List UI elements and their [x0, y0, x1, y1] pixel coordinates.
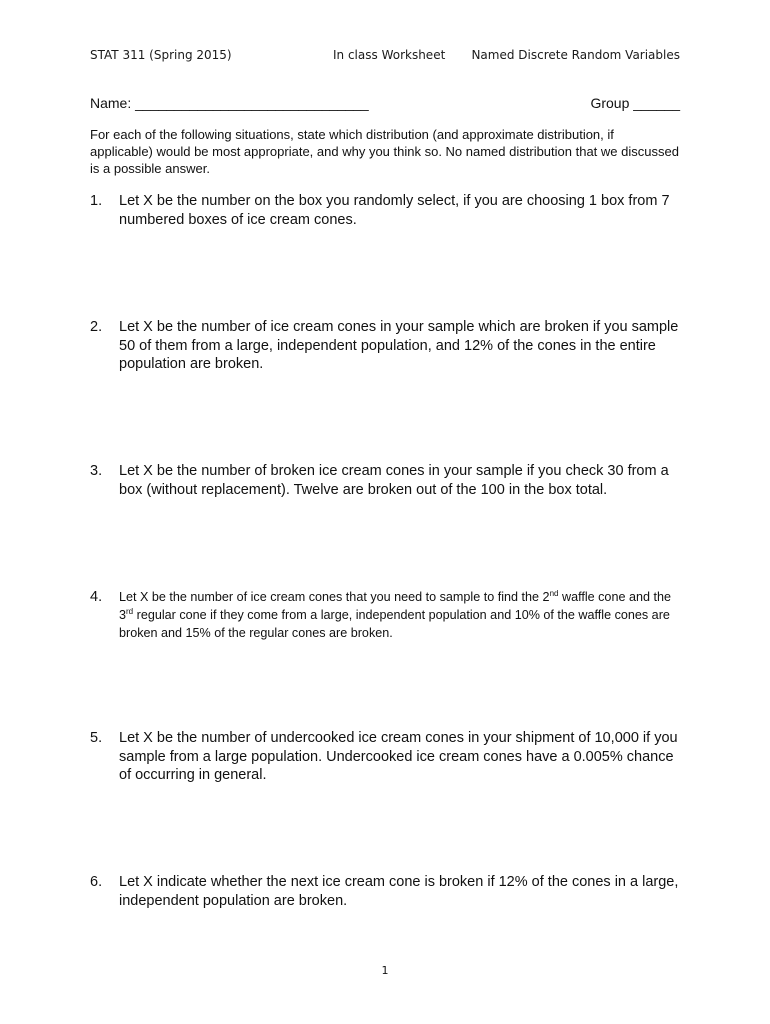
- page-number: 1: [381, 964, 389, 977]
- group-field: Group ______: [590, 95, 680, 111]
- question-text: Let X be the number of ice cream cones in your sample which are broken if you sample 50 of them from a large, independent population, and 12% of the cones in the entire population are broken.: [119, 319, 679, 372]
- question-number: 1.: [90, 193, 103, 209]
- question-3: [90, 462, 682, 499]
- question-number: 5.: [90, 730, 103, 746]
- name-field: Name: ______________________________: [90, 95, 369, 111]
- header-title: In class Worksheet: [333, 48, 446, 62]
- question-text-part-3: regular cone if they come from a large, independent population and 10% of the waffle cones are broken and 15% of the regular cones are broken.: [119, 608, 670, 640]
- superscript-rd: rd: [126, 606, 134, 616]
- question-text: Let X be the number of broken ice cream cones in your sample if you check 30 from a box (without replacement). Twelve are broken out of the 100 in the box total.: [119, 463, 669, 498]
- question-4: [90, 588, 682, 642]
- question-text: Let X be the number on the box you randomly select, if you are choosing 1 box from 7 numbered boxes of ice cream cones.: [119, 193, 670, 228]
- instructions: For each of the following situations, state which distribution (and approximate distribution, if applicable) would be most appropriate, and why you think so. No named distribution that we discussed is a possible answer.: [90, 127, 679, 176]
- question-number: 6.: [90, 874, 103, 890]
- question-number: 4.: [90, 589, 103, 605]
- question-text: Let X be the number of undercooked ice cream cones in your shipment of 10,000 if you sample from a large population. Undercooked ice cream cones have a 0.005% chance of occurring in general.: [119, 730, 678, 783]
- header-topic: Named Discrete Random Variables: [471, 48, 680, 62]
- question-text-part-1: Let X be the number of ice cream cones that you need to sample to find the 2: [119, 590, 550, 604]
- question-text: Let X indicate whether the next ice cream cone is broken if 12% of the cones in a large, independent population are broken.: [119, 874, 679, 909]
- superscript-nd: nd: [549, 588, 559, 598]
- question-text-part-2: waffle cone and the 3: [119, 590, 671, 622]
- running-header: [90, 48, 680, 66]
- question-text: [119, 588, 682, 642]
- question-2: [90, 318, 682, 374]
- question-number: 3.: [90, 463, 103, 479]
- question-number: 2.: [90, 319, 103, 335]
- header-course: STAT 311 (Spring 2015): [90, 48, 232, 62]
- question-1: [90, 192, 682, 229]
- question-6: [90, 873, 682, 910]
- question-5: [90, 729, 682, 785]
